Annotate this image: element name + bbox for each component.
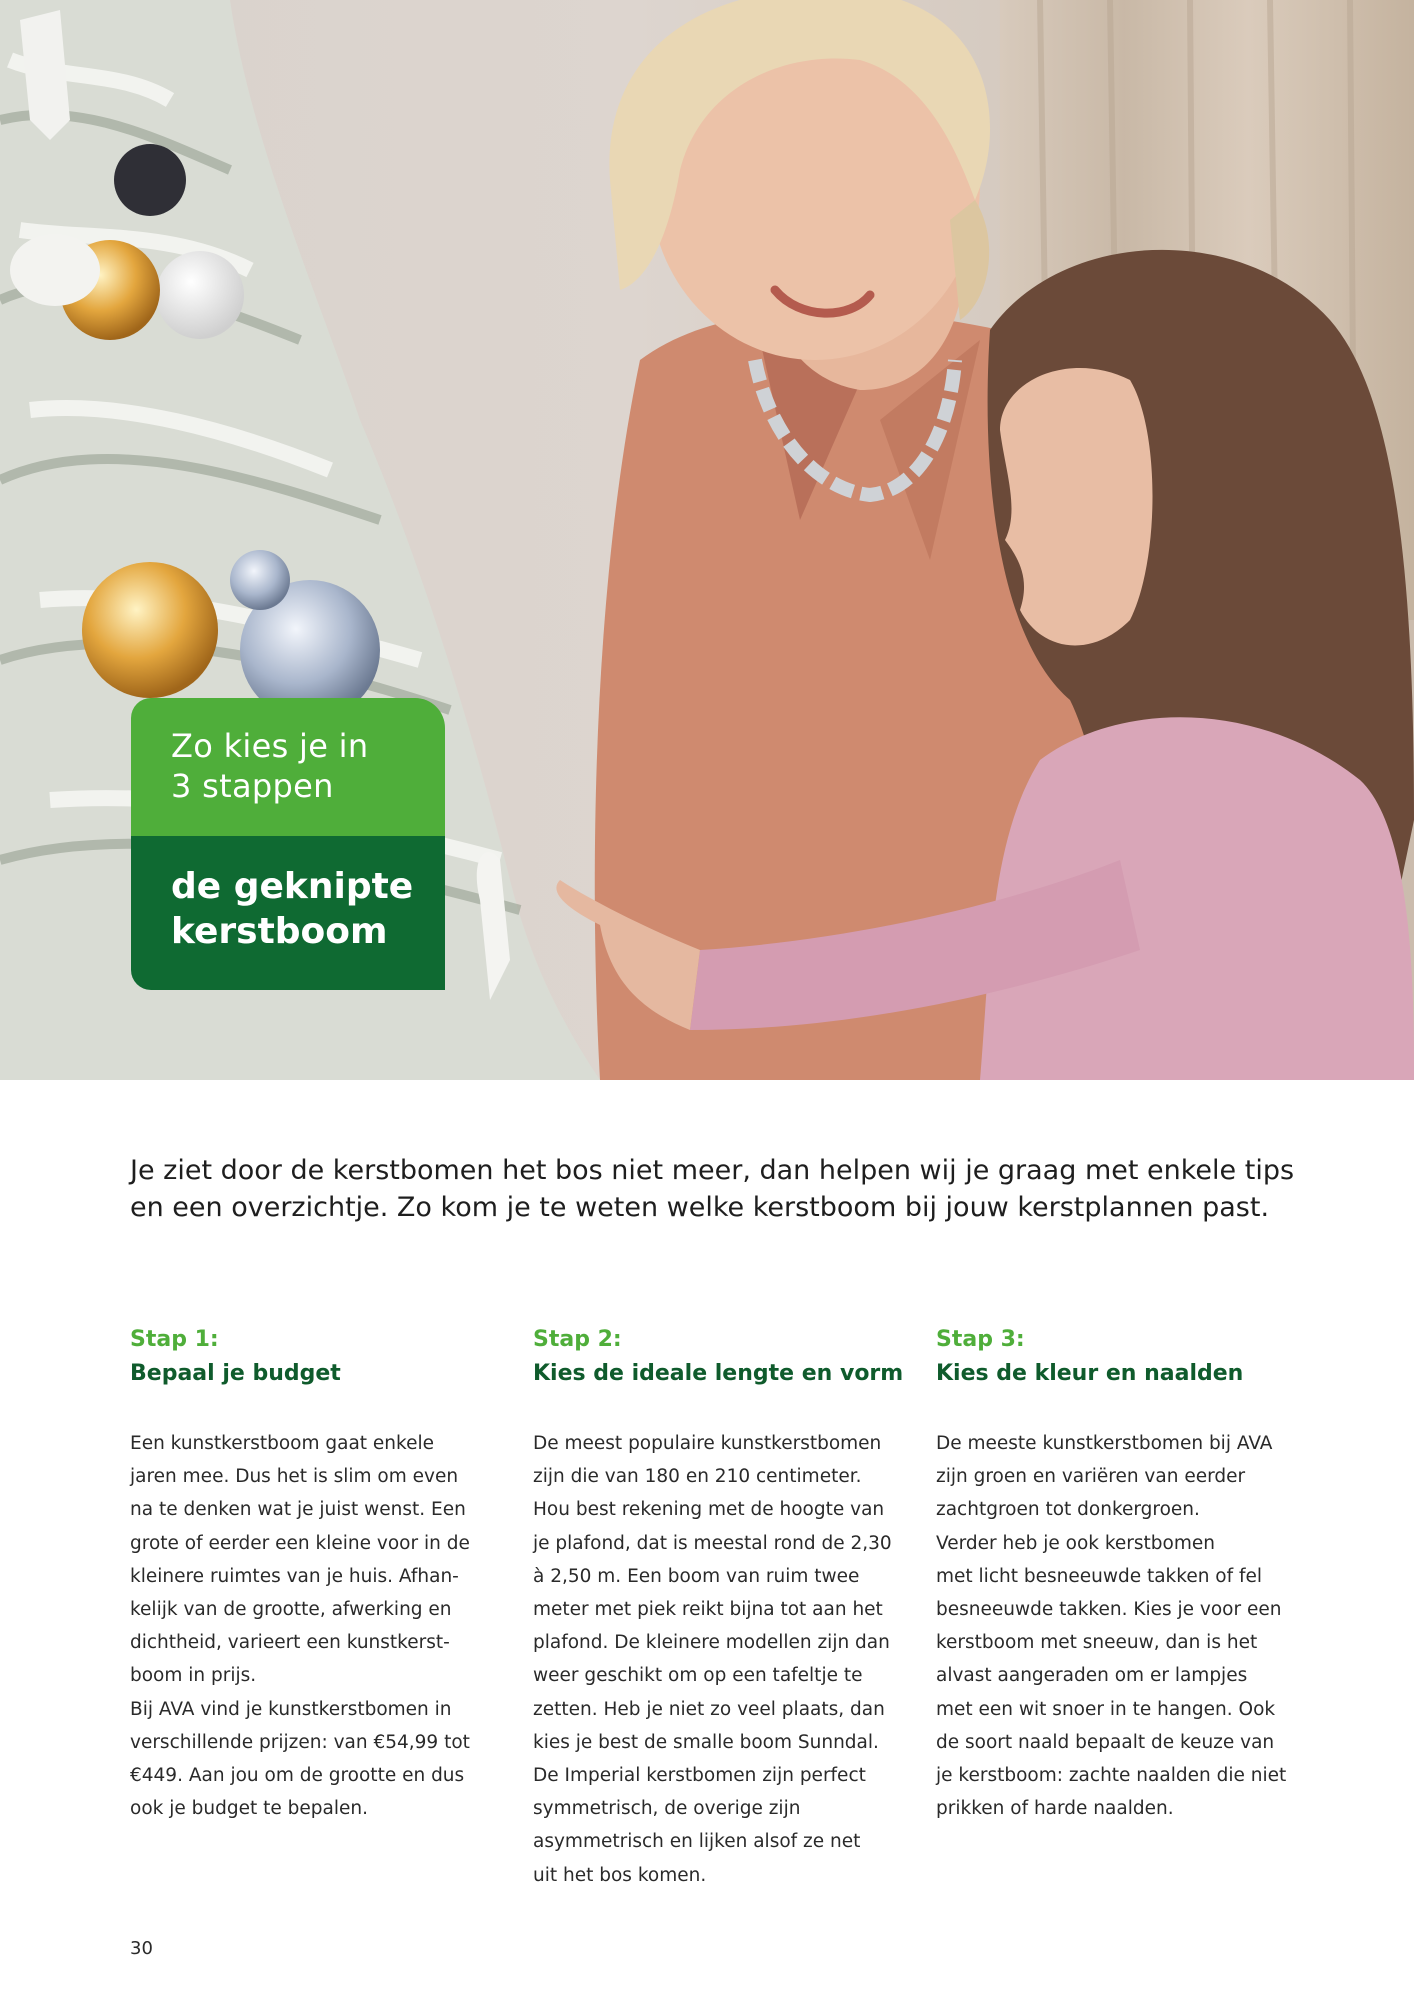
- intro-paragraph: Je ziet door de kerstbomen het bos niet meer, dan helpen wij je graag met enkele tips en een overzichtje. Zo kom je te weten welke kerstboom bij jouw kerstplannen past.: [130, 1155, 1295, 1223]
- step-body: [936, 1427, 1306, 1825]
- body-line: ook je budget te bepalen.: [130, 1798, 368, 1820]
- body-line: zetten. Heb je niet zo veel plaats, dan: [533, 1698, 885, 1720]
- body-line: zijn die van 180 en 210 centimeter.: [533, 1466, 862, 1488]
- body-line: symmetrisch, de overige zijn: [533, 1798, 801, 1820]
- body-line: met een wit snoer in te hangen. Ook: [936, 1698, 1276, 1720]
- body-line: kies je best de smalle boom Sunndal.: [533, 1731, 879, 1753]
- step-1-column: [130, 1323, 500, 1825]
- step-label: Stap 2:: [533, 1327, 622, 1352]
- body-line: asymmetrisch en lijken alsof ze net: [533, 1831, 861, 1853]
- step-2-column: [533, 1323, 903, 1892]
- body-line: de soort naald bepaalt de keuze van: [936, 1731, 1275, 1753]
- title-tag-line-1: Zo kies je in: [171, 727, 369, 765]
- body-line: De meest populaire kunstkerstbomen: [533, 1433, 882, 1454]
- body-line: Hou best rekening met de hoogte van: [533, 1499, 885, 1521]
- body-line: boom in prijs.: [130, 1665, 257, 1687]
- body-line: De meeste kunstkerstbomen bij AVA: [936, 1433, 1273, 1454]
- body-line: meter met piek reikt bijna tot aan het: [533, 1599, 883, 1621]
- step-label: Stap 1:: [130, 1327, 219, 1352]
- body-line: kelijk van de grootte, afwerking en: [130, 1599, 452, 1621]
- body-line: met licht besneeuwde takken of fel: [936, 1565, 1263, 1587]
- body-line: à 2,50 m. Een boom van ruim twee: [533, 1565, 860, 1587]
- title-tag-heading: [131, 836, 445, 990]
- step-label: Stap 3:: [936, 1327, 1025, 1352]
- body-line: zachtgroen tot donkergroen.: [936, 1499, 1200, 1521]
- body-line: weer geschikt om op een tafeltje te: [533, 1665, 863, 1687]
- body-line: zijn groen en variëren van eerder: [936, 1466, 1246, 1488]
- body-line: alvast aangeraden om er lampjes: [936, 1665, 1248, 1687]
- body-line: je kerstboom: zachte naalden die niet: [936, 1765, 1287, 1787]
- body-line: grote of eerder een kleine voor in de: [130, 1532, 470, 1554]
- body-line: jaren mee. Dus het is slim om even: [130, 1466, 459, 1488]
- body-line: Een kunstkerstboom gaat enkele: [130, 1433, 434, 1454]
- step-title: Bepaal je budget: [130, 1361, 341, 1386]
- body-line: Bij AVA vind je kunstkerstbomen in: [130, 1698, 452, 1720]
- body-line: uit het bos komen.: [533, 1864, 707, 1886]
- step-title: Kies de ideale lengte en vorm: [533, 1361, 904, 1386]
- body-line: De Imperial kerstbomen zijn perfect: [533, 1765, 866, 1787]
- body-line: je plafond, dat is meestal rond de 2,30: [533, 1532, 892, 1554]
- step-3-column: [936, 1323, 1306, 1825]
- page-number: 30: [130, 1938, 153, 1959]
- body-line: besneeuwde takken. Kies je voor een: [936, 1599, 1282, 1621]
- body-line: plafond. De kleinere modellen zijn dan: [533, 1632, 890, 1654]
- title-heading-line-2: kerstboom: [171, 911, 388, 952]
- title-tag-line-2: 3 stappen: [171, 767, 334, 805]
- body-line: prikken of harde naalden.: [936, 1798, 1174, 1820]
- body-line: dichtheid, varieert een kunstkerst-: [130, 1632, 450, 1654]
- body-line: kerstboom met sneeuw, dan is het: [936, 1632, 1258, 1654]
- body-line: verschillende prijzen: van €54,99 tot: [130, 1731, 470, 1753]
- body-line: Verder heb je ook kerstbomen: [936, 1532, 1215, 1554]
- step-body: [533, 1427, 903, 1892]
- title-tag-subheading: [131, 698, 445, 836]
- body-line: na te denken wat je juist wenst. Een: [130, 1499, 466, 1521]
- step-title: Kies de kleur en naalden: [936, 1361, 1244, 1386]
- title-heading-line-1: de geknipte: [171, 866, 414, 907]
- body-line: €449. Aan jou om de grootte en dus: [130, 1765, 465, 1787]
- step-body: [130, 1427, 500, 1825]
- body-line: kleinere ruimtes van je huis. Afhan-: [130, 1565, 459, 1587]
